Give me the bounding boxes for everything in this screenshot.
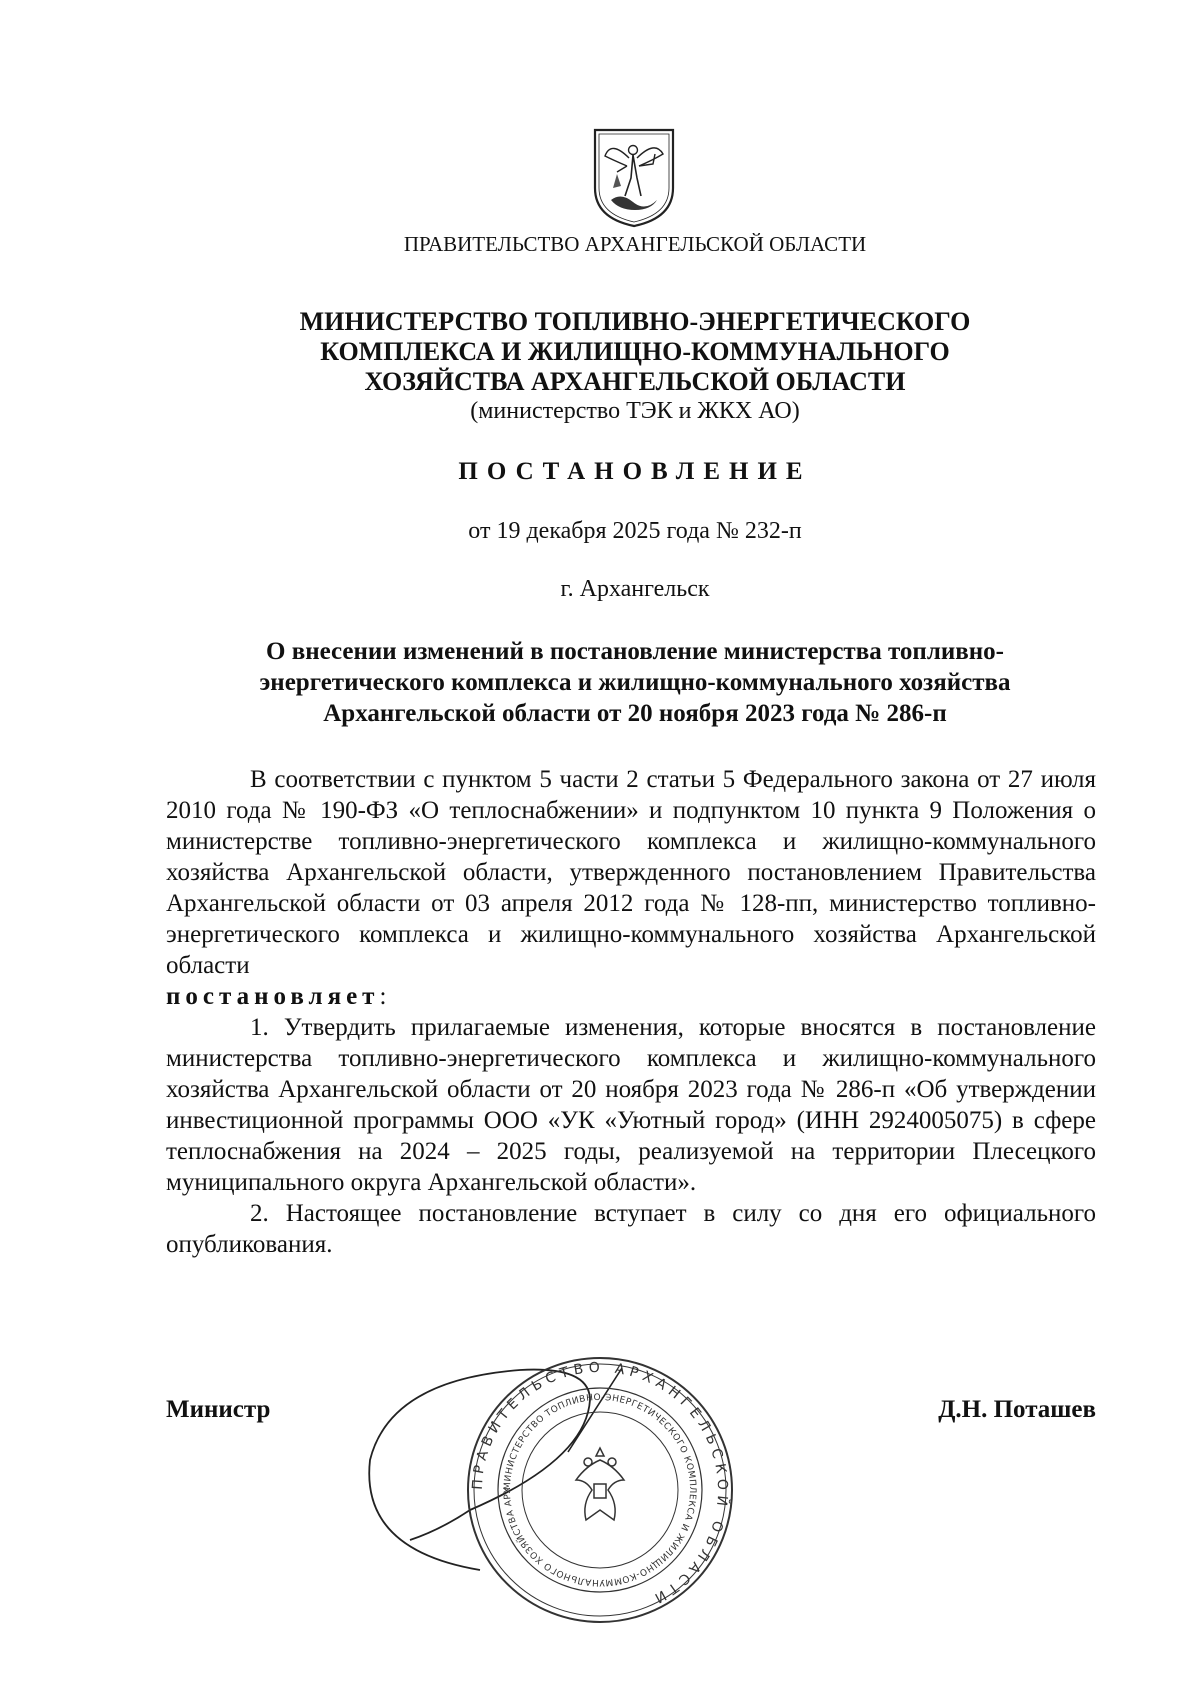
document-title-line: О внесении изменений в постановление министерства топливно- <box>266 638 1004 665</box>
document-body <box>166 764 1096 1260</box>
resolves-word: постановляет <box>166 983 380 1010</box>
document-title-line: энергетического комплекса и жилищно-коммунального хозяйства <box>259 669 1011 696</box>
coat-of-arms-icon <box>591 126 677 228</box>
stamp-inner-text: МИНИСТЕРСТВО ТОПЛИВНО-ЭНЕРГЕТИЧЕСКОГО КОМПЛЕКСА И ЖИЛИЩНО-КОММУНАЛЬНОГО ХОЗЯЙСТВА АРХ <box>502 1392 698 1588</box>
document-date-number: от 19 декабря 2025 года № 232-п <box>468 518 802 544</box>
eagle-emblem-icon <box>576 1448 624 1520</box>
government-heading: ПРАВИТЕЛЬСТВО АРХАНГЕЛЬСКОЙ ОБЛАСТИ <box>403 232 867 256</box>
stamp-outer-text: ПРАВИТЕЛЬСТВО АРХАНГЕЛЬСКОЙ ОБЛАСТИ <box>469 1359 731 1609</box>
document-title <box>150 636 1120 729</box>
signatory-position: Министр <box>166 1396 271 1423</box>
signature-mark <box>568 1368 622 1452</box>
item-paragraph: 2. Настоящее постановление вступает в силу со дня его официального опубликования. <box>166 1200 1096 1258</box>
ministry-heading-line: МИНИСТЕРСТВО ТОПЛИВНО-ЭНЕРГЕТИЧЕСКОГО <box>299 307 971 336</box>
ministry-short-name: (министерство ТЭК и ЖКХ АО) <box>470 398 800 424</box>
official-stamp <box>350 1340 780 1640</box>
document-type: ПОСТАНОВЛЕНИЕ <box>458 458 812 485</box>
ministry-heading <box>0 307 1200 397</box>
resolves-colon: : <box>379 983 387 1010</box>
preamble-paragraph <box>166 764 1096 981</box>
item-paragraph: 1. Утвердить прилагаемые изменения, которые вносятся в постановление министерства топливно-энергетического комплекса и жилищно-коммунального хозяйства Архангельской области от 20 ноября 2023 года № 286-п «Об утверждении инвестиционной программы ООО «УК «Уютный город» (ИНН 2924005075) в сфере теплоснабжения на 2024 – 2025 годы, реализуемой на территории Плесецкого муниципального округа Архангельской области». <box>166 1014 1096 1196</box>
document-title-line: Архангельской области от 20 ноября 2023 года № 286-п <box>323 700 947 727</box>
ministry-heading-line: ХОЗЯЙСТВА АРХАНГЕЛЬСКОЙ ОБЛАСТИ <box>364 367 906 396</box>
resolves-line <box>166 981 1096 1012</box>
signatory-name: Д.Н. Поташев <box>938 1396 1096 1423</box>
preamble-text: В соответствии с пунктом 5 части 2 статьи 5 Федерального закона от 27 июля 2010 года № 190-ФЗ «О теплоснабжении» и подпунктом 10 пункта 9 Положения о министерстве топливно-энергетического комплекса и жилищно-коммунального хозяйства Архангельской области, утвержденного постановлением Правительства Архангельской области от 03 апреля 2012 года № 128-пп, министерство топливно-энергетического комплекса и жилищно-коммунального хозяйства Архангельской области <box>166 766 1096 979</box>
ministry-heading-line: КОМПЛЕКСА И ЖИЛИЩНО-КОММУНАЛЬНОГО <box>320 337 950 366</box>
document-city: г. Архангельск <box>560 576 710 602</box>
